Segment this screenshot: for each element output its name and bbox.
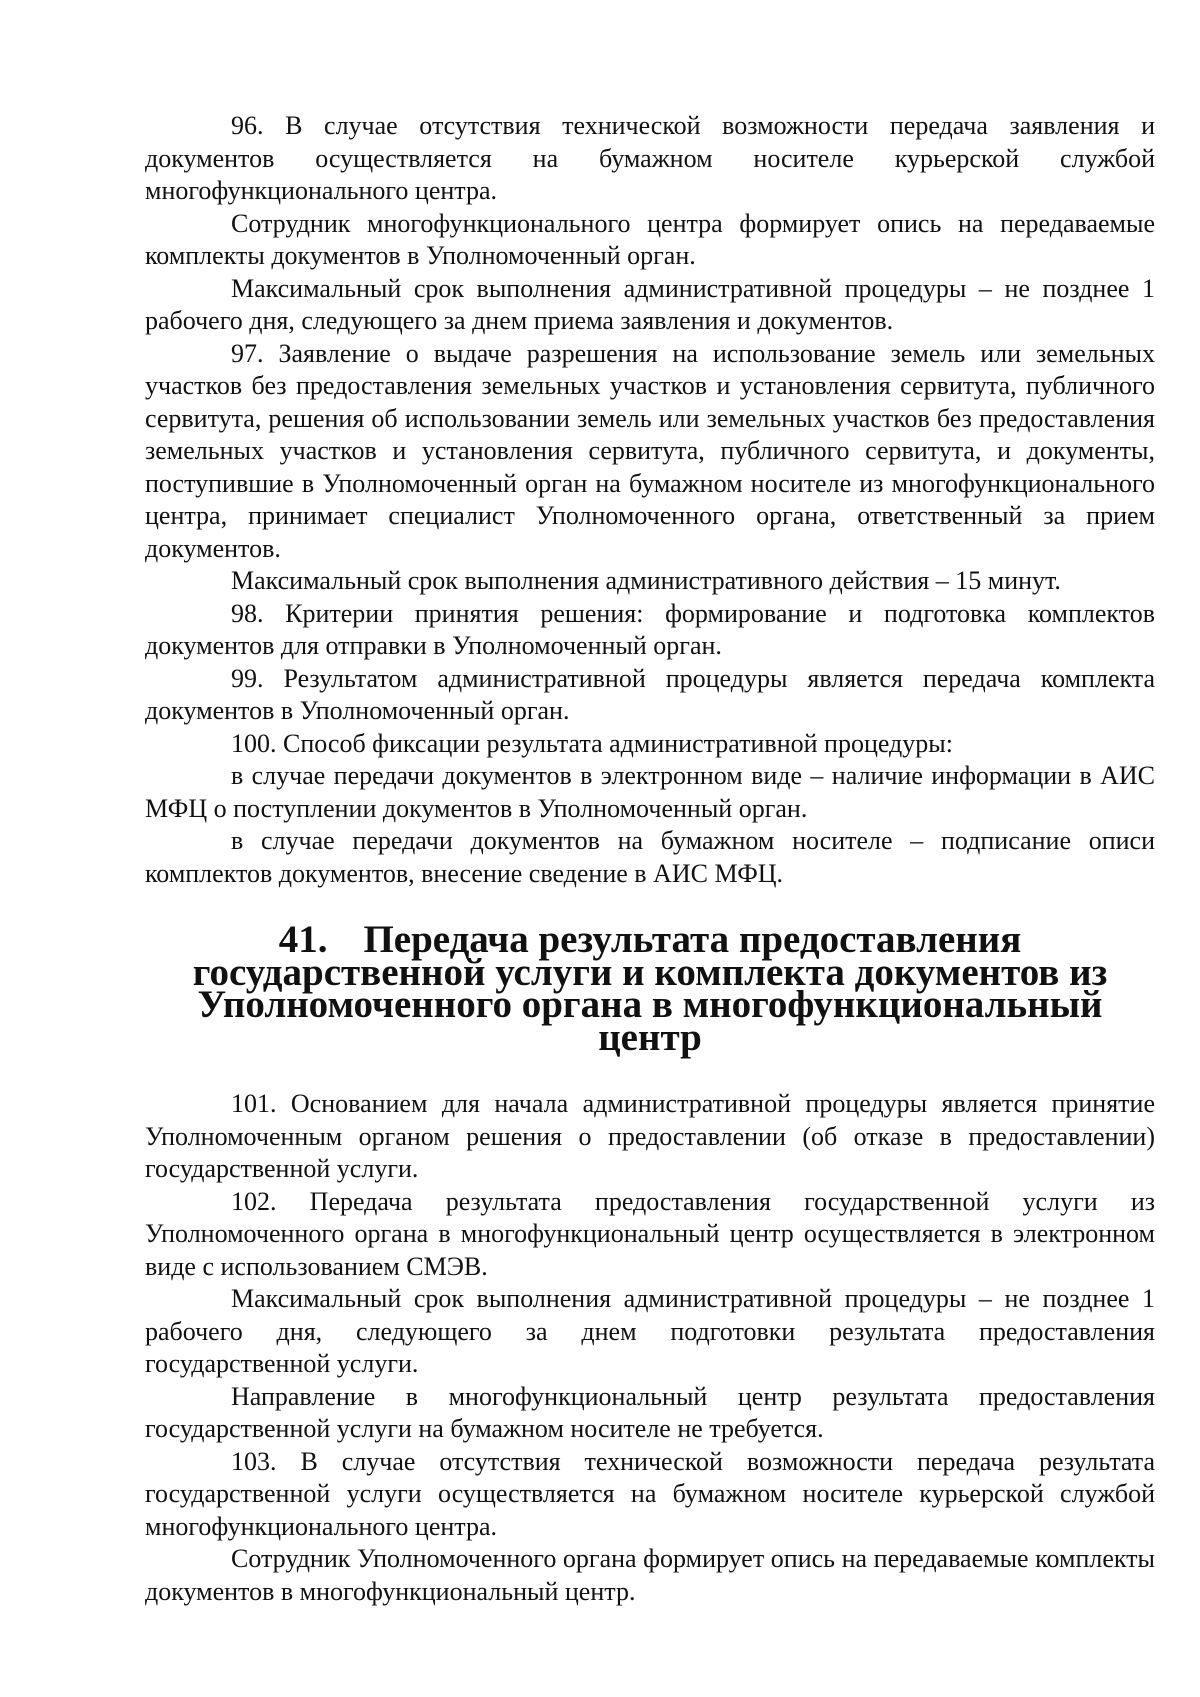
paragraph-97 xyxy=(145,338,1155,566)
paragraph-97-deadline xyxy=(145,565,1155,598)
paragraph-number: 101. xyxy=(231,1089,277,1118)
section-40-tail xyxy=(145,110,1155,890)
paragraph-text: Критерии принятия решения: формирование и подготовка комплектов документов для отправки в Уполномоченный орган. xyxy=(145,598,1155,660)
paragraph-98 xyxy=(145,598,1155,663)
paragraph-number: 97. xyxy=(231,338,264,368)
paragraph-text: Максимальный срок выполнения административного действия – 15 минут. xyxy=(231,566,1061,595)
paragraph-100-paper xyxy=(145,825,1155,890)
paragraph-number: 98. xyxy=(231,598,264,628)
paragraph-96-deadline xyxy=(145,273,1155,338)
paragraph-99 xyxy=(145,663,1155,728)
paragraph-102 xyxy=(145,1186,1155,1284)
paragraph-96 xyxy=(145,110,1155,208)
paragraph-text: В случае отсутствия технической возможности передача заявления и документов осуществляется на бумажном носителе курьерской службой многофункционального центра. xyxy=(145,111,1155,205)
paragraph-number: 99. xyxy=(231,663,264,693)
paragraph-text: Способ фиксации результата административной процедуры: xyxy=(276,728,953,758)
paragraph-102-deadline xyxy=(145,1283,1155,1381)
paragraph-text: Основанием для начала административной процедуры является принятие Уполномоченным органом решения о предоставлении (об отказе в предоставлении) государственной услуги. xyxy=(145,1089,1155,1183)
section-41-body xyxy=(145,1088,1155,1608)
paragraph-100 xyxy=(145,728,1155,761)
section-number: 41. xyxy=(278,918,328,961)
paragraph-101 xyxy=(145,1088,1155,1186)
paragraph-text: Максимальный срок выполнения административной процедуры – не позднее 1 рабочего дня, следующего за днем подготовки результата предоставления государственной услуги. xyxy=(145,1284,1155,1378)
paragraph-text: Максимальный срок выполнения административной процедуры – не позднее 1 рабочего дня, следующего за днем приема заявления и документов. xyxy=(145,273,1155,335)
paragraph-text: Передача результата предоставления государственной услуги из Уполномоченного органа в многофункциональный центр осуществляется в электронном виде с использованием СМЭВ. xyxy=(145,1186,1155,1281)
section-41-heading xyxy=(145,918,1155,1059)
paragraph-text: Сотрудник многофункционального центра формирует опись на передаваемые комплекты документов в Уполномоченный орган. xyxy=(145,208,1155,270)
paragraph-text: Направление в многофункциональный центр результата предоставления государственной услуги на бумажном носителе не требуется. xyxy=(145,1381,1155,1443)
paragraph-103 xyxy=(145,1446,1155,1544)
section-title: Передача результата предоставления государственной услуги и комплекта документов из Уполномоченного органа в многофункциональный центр xyxy=(192,918,1108,1059)
paragraph-103-inventory xyxy=(145,1543,1155,1608)
paragraph-number: 102. xyxy=(231,1186,277,1216)
paragraph-text: Сотрудник Уполномоченного органа формирует опись на передаваемые комплекты документов в многофункциональный центр. xyxy=(145,1544,1155,1606)
paragraph-number: 96. xyxy=(231,111,264,140)
paragraph-text: Заявление о выдаче разрешения на использование земель или земельных участков без предоставления земельных участков и установления сервитута, публичного сервитута, решения об использовании земель или земельных участков без предоставления земельных участков и установления сервитута, публичного сервитута, и документы, поступившие в Уполномоченный орган на бумажном носителе из многофункционального центра, принимает специалист Уполномоченного органа, ответственный за прием документов. xyxy=(145,338,1155,563)
paragraph-100-electronic xyxy=(145,760,1155,825)
paragraph-number: 103. xyxy=(231,1446,277,1476)
document-page xyxy=(145,110,1155,1608)
paragraph-text: в случае передачи документов в электронном виде – наличие информации в АИС МФЦ о поступлении документов в Уполномоченный орган. xyxy=(145,761,1155,823)
paragraph-96-inventory xyxy=(145,208,1155,273)
paragraph-text: Результатом административной процедуры является передача комплекта документов в Уполномоченный орган. xyxy=(145,663,1155,725)
paragraph-text: в случае передачи документов на бумажном носителе – подписание описи комплектов документов, внесение сведение в АИС МФЦ. xyxy=(145,826,1155,888)
paragraph-102-paper-not-required xyxy=(145,1381,1155,1446)
paragraph-text: В случае отсутствия технической возможности передача результата государственной услуги осуществляется на бумажном носителе курьерской службой многофункционального центра. xyxy=(145,1446,1155,1541)
paragraph-number: 100. xyxy=(231,728,277,758)
